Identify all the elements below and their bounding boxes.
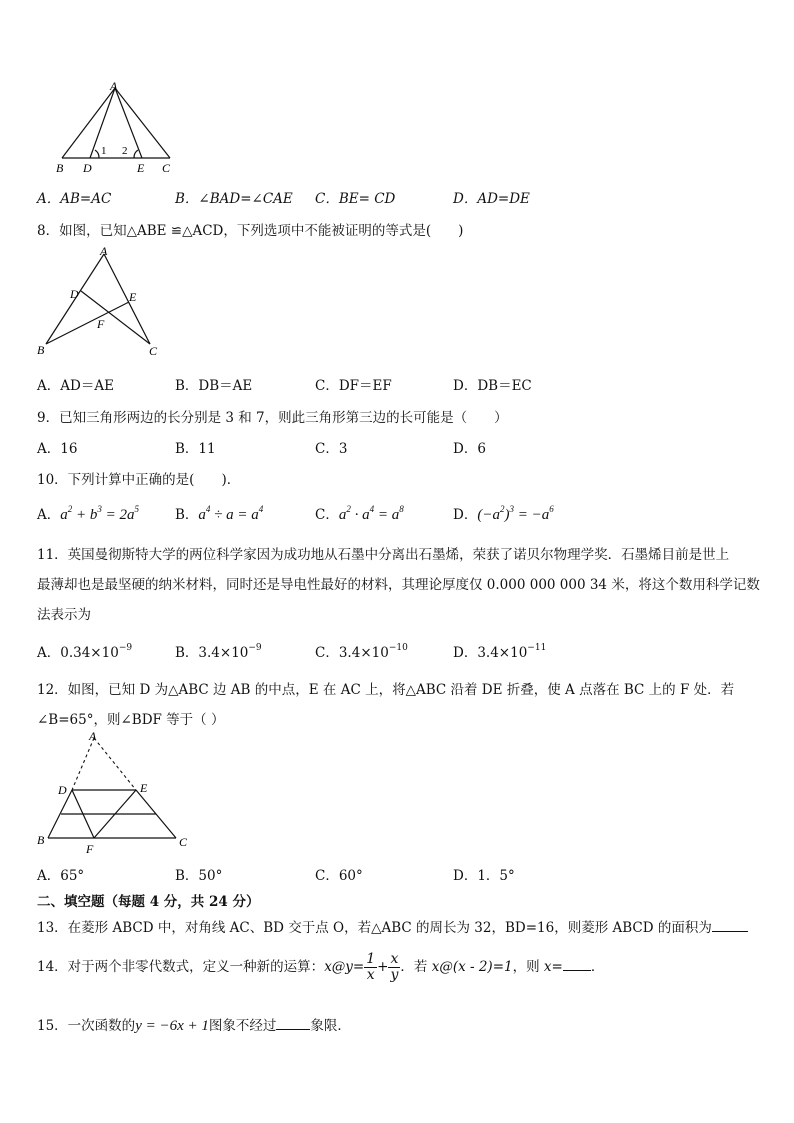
q11-option-a[interactable]	[37, 641, 132, 661]
q12-label-d: D	[58, 783, 67, 797]
q9-option-c[interactable]: C．3	[315, 441, 348, 457]
q15-line	[37, 1014, 351, 1035]
q11-option-a-exponent: −9	[118, 643, 133, 653]
q12-stem-line2: ∠B=65°，则∠BDF 等于（ ）	[37, 712, 225, 728]
q12-folding-figure	[34, 728, 194, 856]
q10-stem: 10．下列计算中正确的是( )．	[37, 472, 241, 488]
q12-stem-line1: 12．如图，已知 D 为△ABC 边 AB 的中点，E 在 AC 上，将△ABC 沿着 DE 折叠，使 A 点落在 BC 上的 F 处．若	[37, 682, 735, 698]
q14-fraction-1-num: 1	[366, 951, 376, 967]
section-fill-in-title: 二、填空题（每题 4 分，共 24 分）	[37, 894, 260, 910]
q14-fraction-1-den: x	[366, 967, 375, 983]
q10-option-d-formula: $(-a^2)^3 = -a^6$	[477, 504, 554, 523]
q10-option-c[interactable]	[315, 503, 404, 524]
q13-answer-blank[interactable]	[712, 917, 748, 932]
q7-option-d[interactable]: D．AD=DE	[453, 191, 530, 207]
q8-label-c: C	[149, 344, 158, 358]
q12-label-f: F	[86, 842, 94, 856]
q12-label-a: A	[89, 729, 97, 743]
q11-option-b[interactable]	[175, 641, 262, 661]
q7-angle-1: 1	[101, 145, 107, 157]
q12-label-c: C	[179, 835, 188, 849]
q11-option-a-label: A．	[37, 645, 61, 661]
q10-option-d[interactable]	[453, 503, 554, 524]
q9-option-b[interactable]: B．11	[175, 441, 216, 457]
q13-stem: 13．在菱形 ABCD 中，对角线 AC、BD 交于点 O，若△ABC 的周长为 32，BD=16，则菱形 ABCD 的面积为	[37, 920, 712, 936]
q14-fraction-1	[364, 952, 377, 983]
q15-formula: y = −6x + 1	[135, 1018, 209, 1034]
q9-option-a[interactable]: A．16	[37, 441, 78, 457]
q11-option-b-exponent: −9	[248, 643, 262, 653]
q10-option-c-formula: $a^2 \cdot a^4 = a^8$	[338, 504, 404, 523]
q7-option-b[interactable]: B．∠BAD=∠CAE	[175, 191, 293, 207]
q11-option-c[interactable]	[315, 641, 408, 661]
q15-prefix: 15．一次函数的	[37, 1018, 136, 1034]
q8-option-c[interactable]: C．DF＝EF	[315, 378, 392, 394]
q9-stem: 9．已知三角形两边的长分别是 3 和 7，则此三角形第三边的长可能是（ ）	[37, 410, 508, 426]
q10-option-d-label: D．	[453, 507, 478, 523]
q11-option-b-label: B．	[175, 645, 199, 661]
q11-option-c-label: C．	[315, 645, 339, 661]
q11-option-a-mantissa: 0.34×10	[60, 645, 119, 661]
q14-operation-lhs: x@y=	[324, 959, 365, 975]
q11-stem-line2: 最薄却也是最坚硬的纳米材料，同时还是导电性最好的材料，其理论厚度仅 0.000 000 000 34 米，将这个数用科学记数	[37, 577, 760, 593]
q7-label-c: C	[162, 161, 171, 175]
q14-end: ．	[590, 959, 605, 975]
q10-option-a[interactable]	[37, 503, 139, 524]
q8-option-b[interactable]: B．DB＝AE	[175, 378, 253, 394]
q11-option-c-mantissa: 3.4×10	[338, 645, 389, 661]
q10-option-c-label: C．	[315, 507, 339, 523]
q13-line	[37, 916, 748, 936]
q8-stem: 8．如图，已知△ABE ≌△ACD，下列选项中不能被证明的等式是( )	[37, 223, 464, 239]
q10-option-b-label: B．	[175, 507, 199, 523]
q14-middle: ．若	[400, 959, 432, 975]
q11-option-d-exponent: −11	[527, 643, 547, 653]
q12-option-d[interactable]: D．1．5°	[453, 868, 515, 884]
q12-label-e: E	[140, 781, 148, 795]
q14-fraction-2	[388, 952, 400, 983]
q14-fraction-2-num: x	[388, 952, 400, 968]
q7-option-c[interactable]: C．BE= CD	[315, 191, 396, 207]
q15-suffix: 象限．	[310, 1018, 351, 1034]
q8-label-d: D	[70, 287, 79, 301]
q7-angle-2: 2	[122, 145, 128, 157]
q14-line	[37, 952, 604, 983]
q11-option-d-mantissa: 3.4×10	[477, 645, 528, 661]
q14-prefix: 14．对于两个非零代数式，定义一种新的运算：	[37, 959, 325, 975]
q11-option-c-exponent: −10	[388, 643, 408, 653]
q11-option-d[interactable]	[453, 641, 546, 661]
q11-option-b-mantissa: 3.4×10	[198, 645, 249, 661]
q8-label-e: E	[129, 290, 137, 304]
q14-answer-blank[interactable]	[563, 956, 591, 971]
q14-then: ，则	[512, 959, 544, 975]
q15-middle: 图象不经过	[208, 1018, 277, 1034]
q11-option-d-label: D．	[453, 645, 478, 661]
q7-label-e: E	[137, 161, 145, 175]
q12-option-a[interactable]: A．65°	[37, 868, 85, 884]
q10-option-a-label: A．	[37, 507, 61, 523]
q10-option-b-formula: $a^4 \div a = a^4$	[198, 504, 264, 523]
q10-option-a-formula: $a^2 + b^3 = 2a^5$	[60, 504, 139, 523]
q9-option-d[interactable]: D．6	[453, 441, 486, 457]
q8-label-b: B	[37, 343, 45, 357]
q12-label-b: B	[37, 833, 45, 847]
q14-plus: +	[377, 959, 389, 975]
q8-label-f: F	[97, 317, 105, 331]
q12-option-b[interactable]: B．50°	[175, 868, 223, 884]
q7-label-a: A	[110, 80, 118, 93]
q12-option-c[interactable]: C．60°	[315, 868, 363, 884]
q14-condition: x@(x - 2)=1	[431, 959, 513, 975]
q7-label-d: D	[83, 161, 92, 175]
q15-answer-blank[interactable]	[276, 1015, 310, 1030]
q14-fraction-2-den: y	[390, 967, 399, 983]
q11-stem-line3: 法表示为	[37, 607, 91, 623]
q8-label-a: A	[100, 244, 108, 258]
q8-option-d[interactable]: D．DB＝EC	[453, 378, 532, 394]
q7-triangle-figure	[52, 80, 182, 180]
q8-triangle-figure	[34, 244, 164, 360]
q14-variable: x=	[543, 959, 563, 975]
q10-option-b[interactable]	[175, 503, 263, 524]
q7-option-a[interactable]: A．AB=AC	[37, 191, 112, 207]
q11-stem-line1: 11．英国曼彻斯特大学的两位科学家因为成功地从石墨中分离出石墨烯，荣获了诺贝尔物理学奖．石墨烯目前是世上	[37, 547, 730, 563]
q7-label-b: B	[56, 161, 64, 175]
q8-option-a[interactable]: A．AD＝AE	[37, 378, 114, 394]
